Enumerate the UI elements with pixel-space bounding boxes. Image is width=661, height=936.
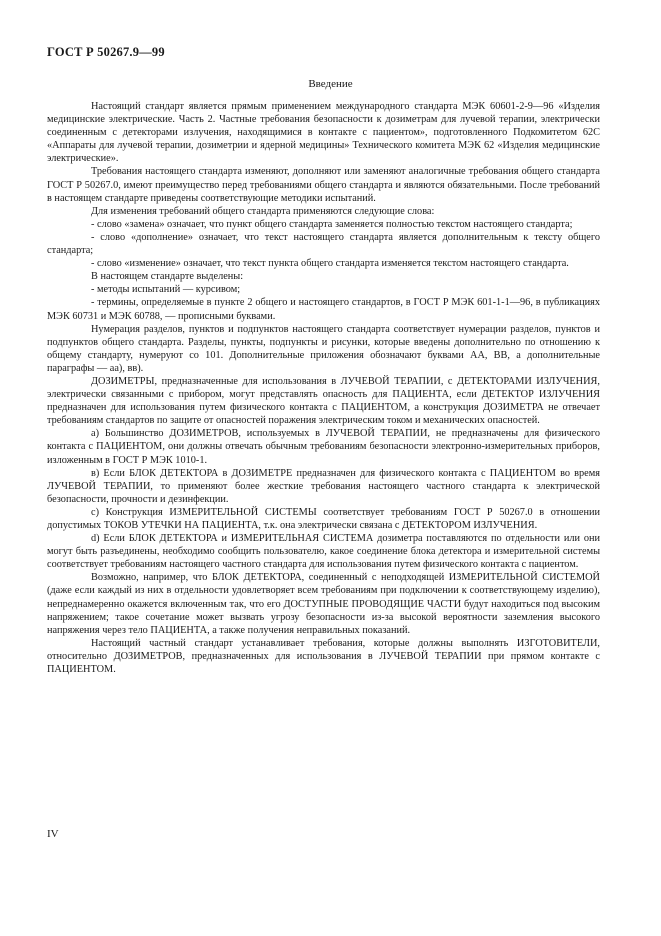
paragraph: Требования настоящего стандарта изменяют, дополняют или заменяют аналогичные требования общего стандарта ГОСТ Р 50267.0, имеют преимущество перед требованиями общего стандарта и являются обязательными. После требований в настоящем стандарте приведены соответствующие методики испытаний. — [47, 166, 600, 204]
paragraph: Нумерация разделов, пунктов и подпунктов настоящего стандарта соответствует нумерации разделов, пунктов и подпунктов общего стандарта. Разделы, пункты, подпункты и рисунки, которые введены дополнительно по отношению к общему стандарту, нумеруют со 101. Дополнительные приложения обозначают буквами АА, ВВ, а дополнительные параграфы — аа), вв). — [47, 323, 600, 374]
paragraph: - методы испытаний — курсивом; — [91, 284, 241, 296]
paragraph: В настоящем стандарте выделены: — [91, 271, 244, 283]
paragraph: Возможно, например, что БЛОК ДЕТЕКТОРА, соединенный с неподходящей ИЗМЕРИТЕЛЬНОЙ СИСТЕМОЙ (даже если каждый из них в отдельности удовлетворяет всем требованиям при подключении к соответствующему изделию), непреднамеренно окажется включенным так, что его ДОСТУПНЫЕ ПРОВОДЯЩИЕ ЧАСТИ будут находиться под высоким напряжением; такое сочетание может вызвать угрозу безопасности из-за высокой вероятности заземления высокого напряжения через тело ПАЦИЕНТА, а также получения неправильных показаний. — [47, 572, 600, 636]
paragraph: ДОЗИМЕТРЫ, предназначенные для использования в ЛУЧЕВОЙ ТЕРАПИИ, с ДЕТЕКТОРАМИ ИЗЛУЧЕНИЯ, электрически связанными с прибором, могут представлять опасность для ПАЦИЕНТА, если ДЕТЕКТОР ИЗЛУЧЕНИЯ предназначен для использования путем физического контакта с ПАЦИЕНТОМ, а конструкция ДОЗИМЕТРА не отвечает требованиям стандартов по защите от опасностей поражения электрическим током и механических опасностей. — [47, 375, 600, 427]
paragraph: - слово «замена» означает, что пункт общего стандарта заменяется полностью текстом настоящего стандарта; — [91, 218, 573, 230]
paragraph: - термины, определяемые в пункте 2 общего и настоящего стандартов, в ГОСТ Р МЭК 601-1-1—96, в публикациях МЭК 60731 и МЭК 60788, — прописными буквами. — [47, 297, 600, 322]
paragraph: d) Если БЛОК ДЕТЕКТОРА и ИЗМЕРИТЕЛЬНАЯ СИСТЕМА дозиметра поставляются по отдельности или они могут быть разъединены, необходимо сообщить пользователю, какое соединение блока детектора и измерительной системы соответствует требованиям настоящего частного стандарта для использования путем физического контакта с пациентом. — [47, 533, 600, 571]
paragraph: а) Большинство ДОЗИМЕТРОВ, используемых в ЛУЧЕВОЙ ТЕРАПИИ, не предназначены для физического контакта с ПАЦИЕНТОМ, они должны отвечать обычным требованиям безопасности электронно-измерительных приборов, изложенным в ГОСТ Р МЭК 1010-1. — [47, 428, 600, 466]
paragraph: с) Конструкция ИЗМЕРИТЕЛЬНОЙ СИСТЕМЫ соответствует требованиям ГОСТ Р 50267.0 в отношении допустимых ТОКОВ УТЕЧКИ НА ПАЦИЕНТА, т.к. она электрически связана с ДЕТЕКТОРОМ ИЗЛУЧЕНИЯ. — [47, 506, 600, 531]
paragraph: в) Если БЛОК ДЕТЕКТОРА в ДОЗИМЕТРЕ предназначен для физического контакта с ПАЦИЕНТОМ во время ЛУЧЕВОЙ ТЕРАПИИ, то применяют более жесткие требования настоящего частного стандарта к электрической безопасности, прочности и дезинфекции. — [47, 467, 600, 505]
document-header: ГОСТ Р 50267.9—99 — [47, 45, 165, 59]
section-title: Введение — [308, 78, 353, 90]
paragraph: Настоящий частный стандарт устанавливает требования, которые должны выполнять ИЗГОТОВИТЕЛИ, относительно ДОЗИМЕТРОВ, предназначенных для использования в ЛУЧЕВОЙ ТЕРАПИИ при прямом контакте с ПАЦИЕНТОМ. — [47, 637, 600, 676]
page-number: IV — [47, 828, 59, 840]
paragraph: Настоящий стандарт является прямым применением международного стандарта МЭК 60601-2-9—96 «Изделия медицинские электрические. Часть 2. Частные требования безопасности к дозиметрам для лучевой терапии, электрически соединенным с детекторами излучения, находящимися в контакте с пациентом», подготовленного Подкомитетом 62С «Аппараты для лучевой терапии, дозиметрии и ядерной медицины» Технического комитета МЭК 62 «Изделия медицинские электрические». — [47, 101, 600, 165]
paragraph: - слово «изменение» означает, что текст пункта общего стандарта изменяется текстом настоящего стандарта. — [91, 258, 569, 270]
paragraph: - слово «дополнение» означает, что текст настоящего стандарта является дополнительным к тексту общего стандарта; — [47, 231, 600, 257]
document-body — [47, 100, 600, 676]
paragraph: Для изменения требований общего стандарта применяются следующие слова: — [91, 205, 435, 217]
